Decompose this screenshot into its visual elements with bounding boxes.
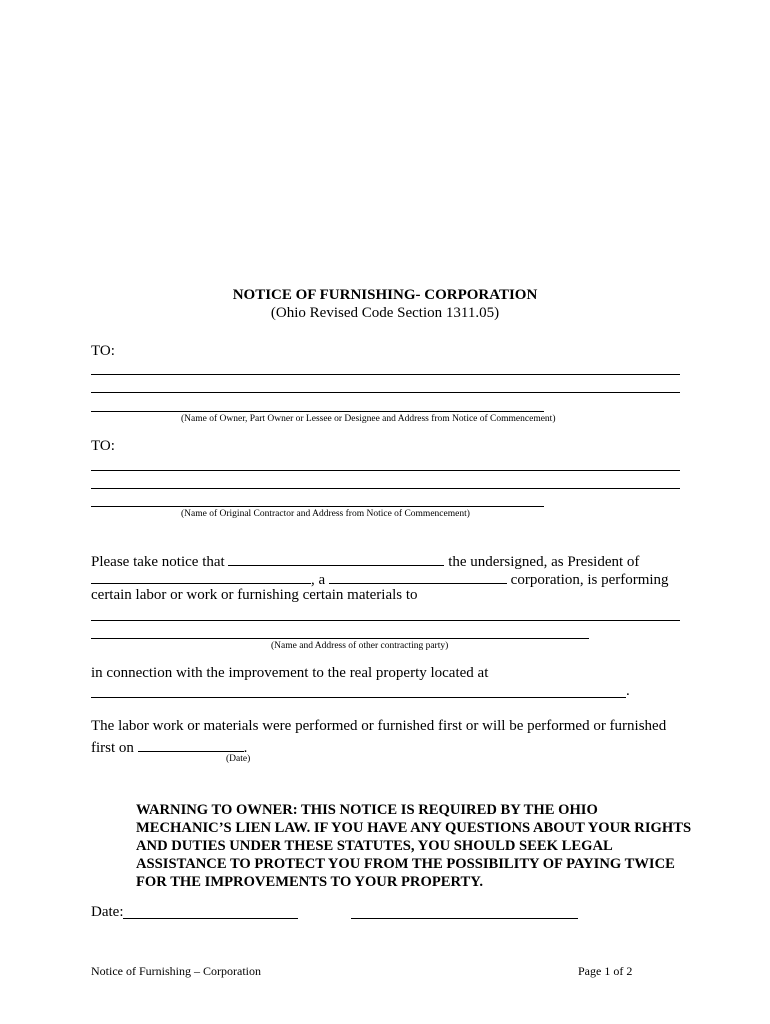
corporation-state-field[interactable] (329, 569, 507, 584)
contractor-line-1[interactable] (91, 470, 680, 471)
notice-text-1a: Please take notice that (91, 554, 225, 570)
contractor-caption: (Name of Original Contractor and Address from Notice of Commencement) (181, 509, 470, 519)
to-label-owner: TO: (91, 343, 115, 359)
date-label: Date: (91, 904, 124, 920)
first-date-field[interactable] (138, 737, 244, 752)
signature-line[interactable] (351, 918, 578, 919)
undersigned-name-field[interactable] (228, 551, 444, 566)
warning-to-owner: WARNING TO OWNER: THIS NOTICE IS REQUIRED BY THE OHIO MECHANIC’S LIEN LAW. IF YOU HAVE ANY QUESTIONS ABOUT YOUR RIGHTS AND DUTIES UNDER THESE STATUTES, YOU SHOULD SEEK LEGAL ASSISTANCE TO PROTECT YOU FROM THE POSSIBILITY OF PAYING TWICE FOR THE IMPROVEMENTS TO YOUR PROPERTY. (136, 802, 692, 890)
corporation-name-field[interactable] (91, 569, 311, 584)
party-line-1[interactable] (91, 620, 680, 621)
page-number: Page 1 of 2 (578, 964, 633, 978)
document-title: NOTICE OF FURNISHING- CORPORATION (232, 287, 538, 303)
owner-line-2[interactable] (91, 392, 680, 393)
notice-text-2a: , a (311, 572, 326, 588)
labor-text-line-1: The labor work or materials were performed or furnished first or will be performed or furnished (91, 718, 667, 734)
labor-text-line-2 (91, 737, 247, 757)
notice-line-3: certain labor or work or furnishing certain materials to (91, 587, 418, 603)
footer-title: Notice of Furnishing – Corporation (91, 964, 261, 978)
owner-caption: (Name of Owner, Part Owner or Lessee or Designee and Address from Notice of Commencement) (181, 414, 556, 424)
notice-text-1b: the undersigned, as President of (448, 554, 640, 570)
party-line-2[interactable] (91, 638, 589, 639)
connection-period: . (626, 683, 630, 699)
labor-text-first-on: first on (91, 740, 134, 756)
contractor-line-2[interactable] (91, 488, 680, 489)
date-caption: (Date) (226, 754, 251, 764)
notice-text-2b: corporation, is performing (510, 572, 669, 588)
labor-period: . (243, 740, 248, 756)
party-caption: (Name and Address of other contracting party) (271, 641, 449, 651)
owner-line-3[interactable] (91, 411, 544, 412)
document-subtitle: (Ohio Revised Code Section 1311.05) (270, 305, 500, 321)
date-field-line[interactable] (123, 918, 298, 919)
notice-line-2 (91, 569, 669, 589)
contractor-line-3[interactable] (91, 506, 544, 507)
property-location-line[interactable] (91, 697, 626, 698)
owner-line-1[interactable] (91, 374, 680, 375)
notice-line-1 (91, 551, 639, 571)
connection-text: in connection with the improvement to the real property located at (91, 665, 489, 681)
to-label-contractor: TO: (91, 438, 115, 454)
